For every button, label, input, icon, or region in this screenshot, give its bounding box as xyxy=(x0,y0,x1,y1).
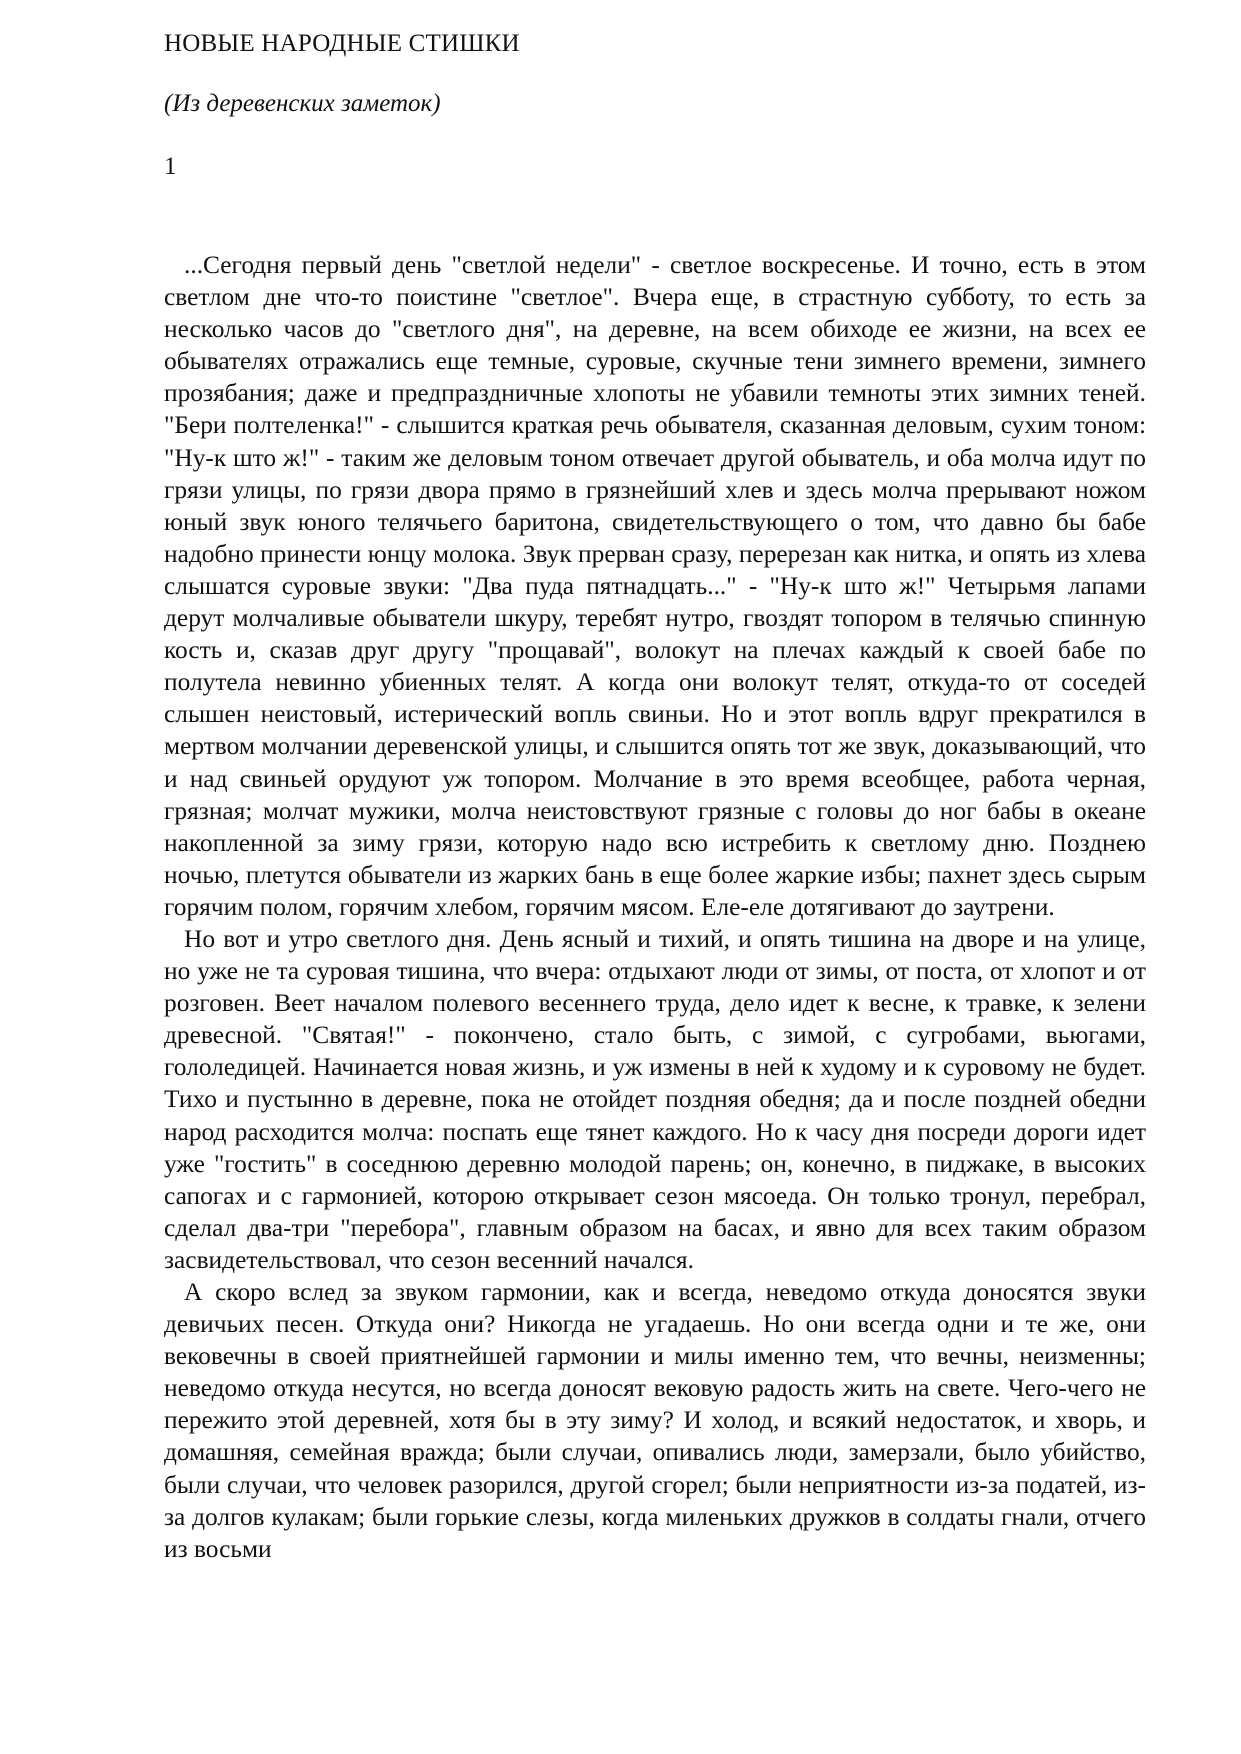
paragraph: А скоро вслед за звуком гармонии, как и всегда, неведомо откуда доносятся звуки девичьих песен. Откуда они? Никогда не угадаешь. Но они всегда одни и те же, они вековечны в своей приятнейшей гармонии и милы именно тем, что вечны, неизменны; неведомо откуда несутся, но всегда доносят вековую радость жить на свете. Чего-чего не пережито этой деревней, хотя бы в эту зиму? И холод, и всякий недостаток, и хворь, и домашняя, семейная вражда; были случаи, опивались люди, замерзали, было убийство, были случаи, что человек разорился, другой сгорел; были неприятности из-за податей, из-за долгов кулакам; были горькие слезы, когда миленьких дружков в солдаты гнали, отчего из восьми xyxy=(164,1278,1146,1563)
paragraph: ...Сегодня первый день "светлой недели" - светлое воскресенье. И точно, есть в этом светлом дне что-то поистине "светлое". Вчера еще, в страстную субботу, то есть за несколько часов до "светлого дня", на деревне, на всем обиходе ее жизни, на всех ее обывателях отражались еще темные, суровые, скучные тени зимнего времени, зимнего прозябания; даже и предпраздничные хлопоты не убавили темноты этих зимних теней. "Бери полтеленка!" - слышится краткая речь обывателя, сказанная деловым, сухим тоном: "Ну-к што ж!" - таким же деловым тоном отвечает другой обыватель, и оба молча идут по грязи улицы, по грязи двора прямо в грязнейший хлев и здесь молча прерывают ножом юный звук юного телячьего баритона, свидетельствующего о том, что давно бы бабе надобно принести юнцу молока. Звук прерван сразу, перерезан как нитка, и опять из хлева слышатся суровые звуки: "Два пуда пятнадцать..." - "Ну-к што ж!" Четырьмя лапами дерут молчаливые обыватели шкуру, теребят нутро, гвоздят топором в телячью спинную кость и, сказав друг другу "прощавай", волокут на плечах каждый к своей бабе по полутела невинно убиенных телят. А когда они волокут телят, откуда-то от соседей слышен неистовый, истерический вопль свиньи. Но и этот вопль вдруг прекратился в мертвом молчании деревенской улицы, и слышится опять тот же звук, доказывающий, что и над свиньей орудуют уж топором. Молчание в это время всеобщее, работа черная, грязная; молчат мужики, молча неистовствуют грязные с головы до ног бабы в океане накопленной за зиму грязи, которую надо всю истребить к светлому дню. Позднею ночью, плетутся обыватели из жарких бань в еще более жаркие избы; пахнет здесь сырым горячим полом, горячим хлебом, горячим мясом. Еле-еле дотягивают до заутрени. xyxy=(164,251,1146,921)
document-body xyxy=(164,249,1146,1565)
paragraph: Но вот и утро светлого дня. День ясный и тихий, и опять тишина на дворе и на улице, но уже не та суровая тишина, что вчера: отдыхают люди от зимы, от поста, от хлопот и от розговен. Веет началом полевого весеннего труда, дело идет к весне, к травке, к зелени древесной. "Святая!" - покончено, стало быть, с зимой, с сугробами, вьюгами, гололедицей. Начинается новая жизнь, и уж измены в ней к худому и к суровому не будет. Тихо и пустынно в деревне, пока не отойдет поздняя обедня; да и после поздней обедни народ расходится молча: поспать еще тянет каждого. Но к часу дня посреди дороги идет уже "гостить" в соседнюю деревню молодой парень; он, конечно, в пиджаке, в высоких сапогах и с гармонией, которою открывает сезон мясоеда. Он только тронул, перебрал, сделал два-три "перебора", главным образом на басах, и явно для всех таким образом засвидетельствовал, что сезон весенний начался. xyxy=(164,924,1146,1274)
chapter-number: 1 xyxy=(164,153,177,180)
document-subtitle: (Из деревенских заметок) xyxy=(164,90,441,117)
document-title: НОВЫЕ НАРОДНЫЕ СТИШКИ xyxy=(164,30,520,57)
